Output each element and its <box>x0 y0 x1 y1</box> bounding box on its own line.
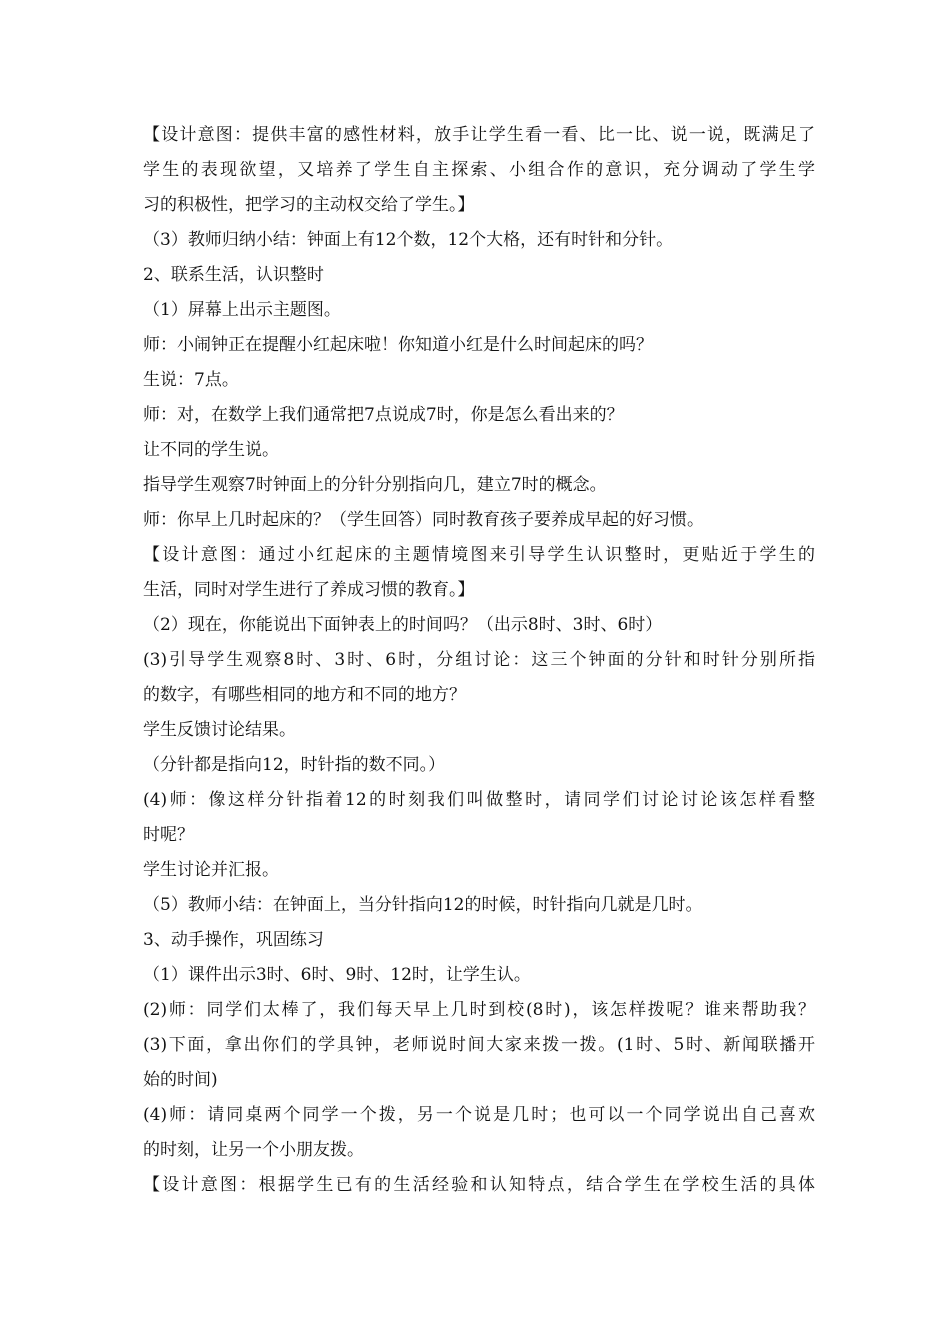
text-line: 指导学生观察7时钟面上的分针分别指向几，建立7时的概念。 <box>143 475 607 495</box>
text-line: 师：你早上几时起床的？（学生回答）同时教育孩子要养成早起的好习惯。 <box>143 510 704 530</box>
text-line: 学生反馈讨论结果。 <box>143 720 296 740</box>
text-line: 【设计意图：提供丰富的感性材料，放手让学生看一看、比一比、说一说，既满足了 <box>143 125 815 145</box>
text-line: （1）屏幕上出示主题图。 <box>143 300 341 320</box>
text-line: 的数字，有哪些相同的地方和不同的地方？ <box>143 685 466 705</box>
text-line: 【设计意图：通过小红起床的主题情境图来引导学生认识整时，更贴近于学生的 <box>143 545 815 565</box>
text-line: 时呢？ <box>143 825 194 845</box>
text-line: (3)下面，拿出你们的学具钟，老师说时间大家来拨一拨。(1时、5时、新闻联播开 <box>143 1035 815 1055</box>
text-line: 3、动手操作，巩固练习 <box>143 930 324 950</box>
text-line: (4)师：像这样分针指着12的时刻我们叫做整时，请同学们讨论讨论该怎样看整 <box>143 790 815 810</box>
text-line: 的时刻，让另一个小朋友拨。 <box>143 1140 364 1160</box>
text-line: 2、联系生活，认识整时 <box>143 265 324 285</box>
text-line: (4)师：请同桌两个同学一个拨，另一个说是几时；也可以一个同学说出自己喜欢 <box>143 1105 815 1125</box>
text-line: （1）课件出示3时、6时、9时、12时，让学生认。 <box>143 965 531 985</box>
text-line: （分针都是指向12，时针指的数不同。） <box>143 755 446 775</box>
text-line: 师：对，在数学上我们通常把7点说成7时，你是怎么看出来的？ <box>143 405 624 425</box>
text-line: 师：小闹钟正在提醒小红起床啦！你知道小红是什么时间起床的吗？ <box>143 335 653 355</box>
text-line: 学生讨论并汇报。 <box>143 860 279 880</box>
text-line: 生说：7点。 <box>143 370 239 390</box>
text-line: 始的时间) <box>143 1070 218 1090</box>
text-line: (2)师：同学们太棒了，我们每天早上几时到校(8时)，该怎样拨呢？谁来帮助我？ <box>143 1000 815 1020</box>
text-line: 让不同的学生说。 <box>143 440 279 460</box>
text-line: 生活，同时对学生进行了养成习惯的教育。】 <box>143 580 475 600</box>
text-line: （2）现在，你能说出下面钟表上的时间吗？（出示8时、3时、6时） <box>143 615 663 635</box>
text-line: （3）教师归纳小结：钟面上有12个数，12个大格，还有时针和分针。 <box>143 230 674 250</box>
text-line: 学生的表现欲望，又培养了学生自主探索、小组合作的意识，充分调动了学生学 <box>143 160 815 180</box>
text-line: 【设计意图：根据学生已有的生活经验和认知特点，结合学生在学校生活的具体 <box>143 1175 815 1195</box>
text-line: (3)引导学生观察8时、3时、6时，分组讨论：这三个钟面的分针和时针分别所指 <box>143 650 815 670</box>
document-body <box>143 118 815 1203</box>
text-line: 习的积极性，把学习的主动权交给了学生。】 <box>143 195 475 215</box>
text-line: （5）教师小结：在钟面上，当分针指向12的时候，时针指向几就是几时。 <box>143 895 703 915</box>
